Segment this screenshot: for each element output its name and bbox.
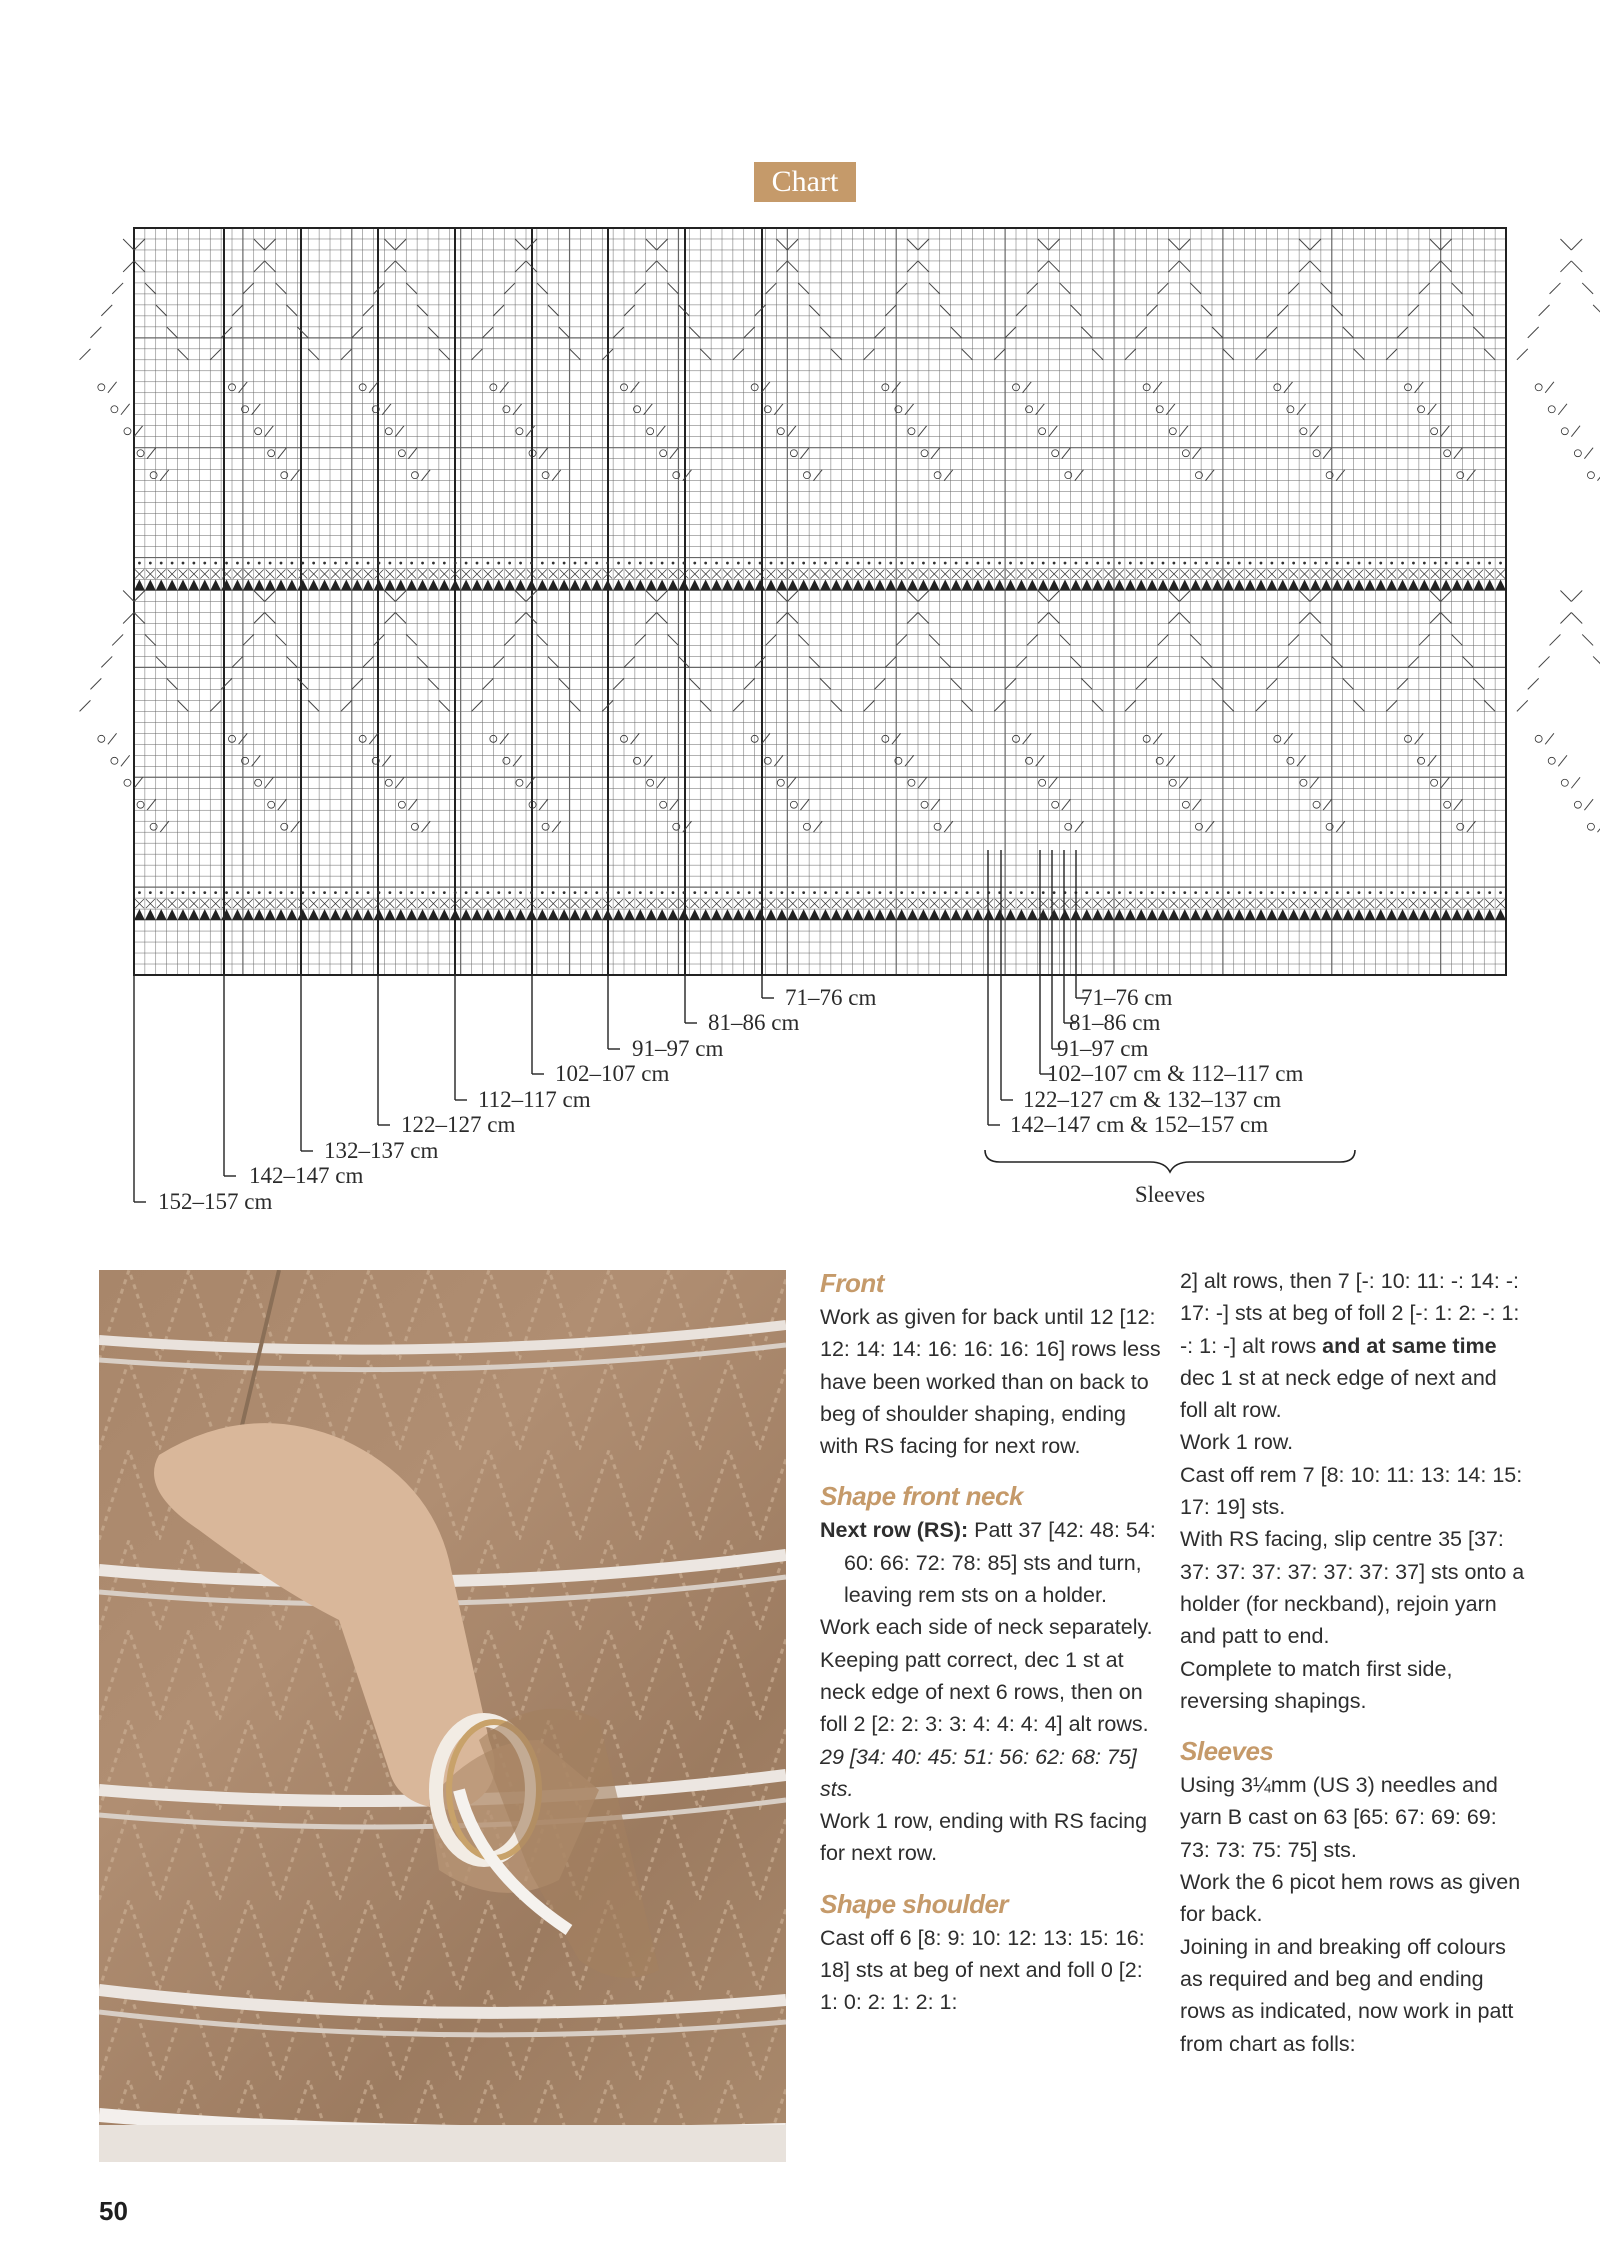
chart-grid	[134, 228, 1506, 975]
instructions-column-2	[1180, 1265, 1525, 2060]
front-paragraph: Work as given for back until 12 [12: 12: 14: 14: 16: 16: 16: 16] rows less have been worked than on back to beg of shoulder shaping, ending with RS facing for next row.	[820, 1305, 1161, 1459]
size-label-142-147: 142–147 cm	[249, 1163, 364, 1188]
sleeve-size-label-81-86: 81–86 cm	[1069, 1010, 1161, 1035]
col2-p1-c: dec 1 st at neck edge of next and foll alt row.	[1180, 1365, 1497, 1423]
size-label-122-127: 122–127 cm	[401, 1112, 516, 1137]
shoulder-p1: Cast off 6 [8: 9: 10: 12: 13: 15: 16: 18] sts at beg of next and foll 0 [2: 1: 0: 2: 1: 2: 1:	[820, 1925, 1145, 2015]
knitted-sweater-sleeve-photo	[99, 1270, 786, 2162]
neck-p2: Work each side of neck separately.	[820, 1615, 1153, 1640]
sleeves-p2: Work the 6 picot hem rows as given for back.	[1180, 1870, 1521, 1927]
sweater-photo	[99, 1270, 786, 2162]
heading-shape-shoulder: Shape shoulder	[820, 1888, 1009, 1919]
sleeve-size-label-122-137: 122–127 cm & 132–137 cm	[1023, 1087, 1282, 1112]
page-number: 50	[99, 2196, 128, 2226]
heading-front: Front	[820, 1268, 884, 1298]
instructions-column-1	[820, 1265, 1165, 2019]
next-row-label: Next row (RS):	[820, 1518, 969, 1543]
size-label-152-157: 152–157 cm	[158, 1189, 273, 1214]
col2-p5: Complete to match first side, reversing shapings.	[1180, 1656, 1453, 1713]
col2-p4: With RS facing, slip centre 35 [37: 37: 37: 37: 37: 37: 37: 37] sts onto a holder (for neckband), rejoin yarn and patt to end.	[1180, 1527, 1525, 1649]
sleeve-size-label-142-157: 142–147 cm & 152–157 cm	[1010, 1112, 1269, 1137]
heading-sleeves: Sleeves	[1180, 1736, 1274, 1767]
sleeve-size-label-102-117: 102–107 cm & 112–117 cm	[1047, 1061, 1304, 1086]
col2-p2: Work 1 row.	[1180, 1430, 1294, 1455]
size-label-132-137: 132–137 cm	[324, 1138, 439, 1163]
col2-p3: Cast off rem 7 [8: 10: 11: 13: 14: 15: 17: 19] sts.	[1180, 1462, 1523, 1520]
sleeve-size-label-91-97: 91–97 cm	[1057, 1036, 1149, 1061]
neck-p3-text: Keeping patt correct, dec 1 st at neck edge of next 6 rows, then on foll 2 [2: 2: 3: 3: 4: 4: 4: 4] alt rows.	[820, 1647, 1149, 1737]
heading-shape-front-neck: Shape front neck	[820, 1481, 1023, 1512]
sleeves-label: Sleeves	[1134, 1182, 1206, 1207]
col2-p1-bold: and at same time	[1322, 1333, 1497, 1358]
sleeves-p1: Using 3¼mm (US 3) needles and yarn B cast on 63 [65: 67: 69: 69: 73: 73: 75: 75] sts.	[1180, 1773, 1498, 1862]
chart-title: Chart	[754, 162, 856, 202]
col2-p1-a: 2] alt rows, then 7 [-: 10: 11: -: 14: -: 17: -] sts at beg of foll 2 [-: 1: 2: -: 1: -: 1: -] alt rows	[1180, 1269, 1520, 1358]
next-row-text: Patt 37 [42: 48: 54: 60: 66: 72: 78: 85] sts and turn, leaving rem sts on a holder.	[844, 1518, 1156, 1608]
neck-p4: Work 1 row, ending with RS facing for next row.	[820, 1809, 1148, 1866]
sleeve-size-label-71-76: 71–76 cm	[1081, 985, 1173, 1010]
next-row-instruction	[820, 1514, 1165, 1611]
sleeves-p3: Joining in and breaking off colours as required and beg and ending rows as indicated, now work in patt from chart as folls:	[1180, 1934, 1514, 2056]
size-label-71-76: 71–76 cm	[785, 985, 877, 1010]
size-label-81-86: 81–86 cm	[708, 1010, 800, 1035]
size-label-102-107: 102–107 cm	[555, 1061, 670, 1086]
neck-p3	[820, 1644, 1165, 1805]
neck-p3-sts: 29 [34: 40: 45: 51: 56: 62: 68: 75] sts.	[820, 1744, 1137, 1801]
size-label-112-117: 112–117 cm	[478, 1087, 591, 1112]
size-label-91-97: 91–97 cm	[632, 1036, 724, 1061]
col2-p1	[1180, 1265, 1525, 1426]
